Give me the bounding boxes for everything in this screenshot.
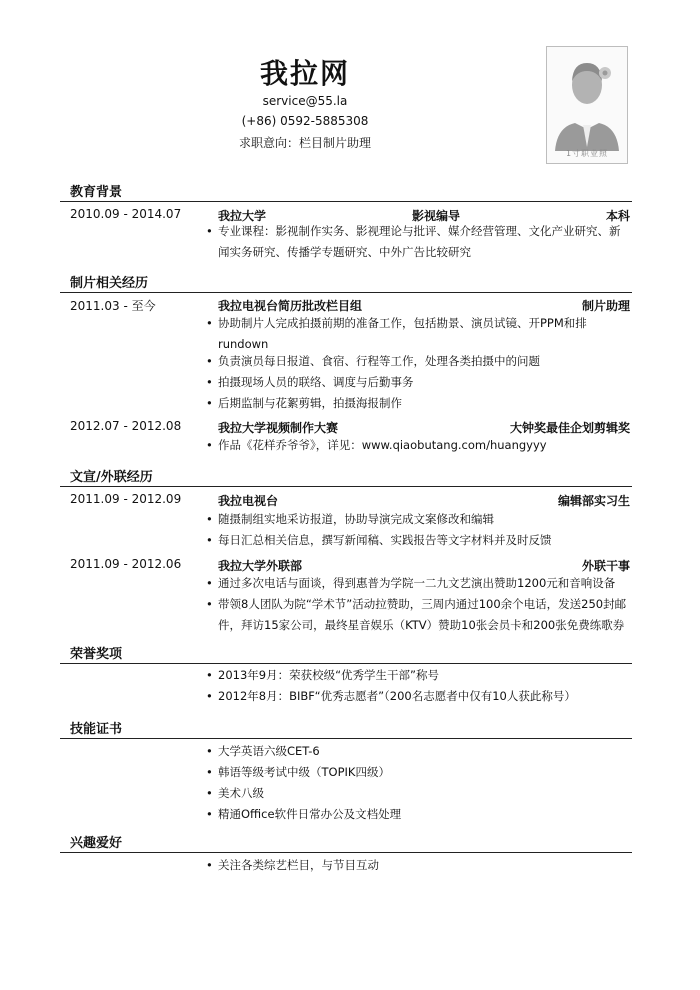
entry-organization: 我拉大学视频制作大赛 [218,421,339,435]
entry-organization: 我拉电视台简历批改栏目组 [218,299,363,313]
entry-role: 编辑部实习生 [557,494,630,508]
list-item: • 协助制片人完成拍摄前期的准备工作，包括勘景、演员试镜、开PPM和排rundown [218,313,628,355]
education-school: 我拉大学 [218,209,267,223]
section-title-education: 教育背景 [70,185,123,200]
section-title-hobbies: 兴趣爱好 [70,836,123,851]
section-divider [60,663,632,664]
list-item: • 专业课程：影视制作实务、影视理论与批评、媒介经营管理、文化产业研究、新闻实务研究、传播学专题研究、中外广告比较研究 [218,221,628,263]
entry-date: 2011.03 - 至今 [70,299,156,313]
list-item: • 作品《花样乔爷爷》，详见：www.qiaobutang.com/huangyyy [218,435,628,456]
section-title-honors: 荣誉奖项 [70,647,123,662]
job-objective: 求职意向：栏目制片助理 [238,136,371,150]
list-item: • 2013年9月：荣获校级“优秀学生干部”称号 [218,665,628,686]
person-silhouette-icon [547,47,627,163]
phone: (+86) 0592-5885308 [241,114,369,128]
section-title-promotion: 文宣/外联经历 [70,470,153,485]
entry-date: 2011.09 - 2012.06 [70,557,182,571]
list-item: • 关注各类综艺栏目，与节目互动 [218,855,628,876]
list-item: • 美术八级 [218,783,628,804]
list-item: • 随摄制组实地采访报道，协助导演完成文案修改和编辑 [218,509,628,530]
section-title-production: 制片相关经历 [70,276,149,291]
list-item: • 拍摄现场人员的联络、调度与后勤事务 [218,372,628,393]
applicant-name: 我拉网 [259,57,350,90]
section-divider [60,486,632,487]
entry-organization: 我拉大学外联部 [218,559,303,573]
list-item: • 韩语等级考试中级（TOPIK四级） [218,762,628,783]
education-major: 影视编导 [412,209,461,223]
email: service@55.la [262,94,348,108]
list-item: • 大学英语六级CET-6 [218,741,628,762]
resume-header [0,0,700,180]
education-degree: 本科 [605,209,630,223]
section-title-skills: 技能证书 [70,722,123,737]
photo-placeholder [546,46,628,164]
section-divider [60,852,632,853]
section-divider [60,738,632,739]
entry-role: 外联干事 [581,559,630,573]
education-date: 2010.09 - 2014.07 [70,207,182,221]
entry-role: 制片助理 [581,299,630,313]
list-item: • 2012年8月：BIBF“优秀志愿者”（200名志愿者中仅有10人获此称号） [218,686,628,707]
entry-date: 2011.09 - 2012.09 [70,492,182,506]
section-divider [60,201,632,202]
list-item: • 每日汇总相关信息，撰写新闻稿、实践报告等文字材料并及时反馈 [218,530,628,551]
list-item: • 带领8人团队为院“学术节”活动拉赞助，三周内通过100余个电话，发送250封邮件，拜访15家公司，最终星音娱乐（KTV）赞助10张会员卡和200张免费练歌券 [218,594,628,636]
list-item: • 通过多次电话与面谈，得到惠普为学院一二九文艺演出赞助1200元和音响设备 [218,573,628,594]
entry-date: 2012.07 - 2012.08 [70,419,182,433]
list-item: • 精通Office软件日常办公及文档处理 [218,804,628,825]
section-divider [60,292,632,293]
list-item: • 负责演员每日报道、食宿、行程等工作，处理各类拍摄中的问题 [218,351,628,372]
entry-role: 大钟奖最佳企划剪辑奖 [509,421,630,435]
photo-caption: 1寸职业照 [565,149,609,158]
entry-organization: 我拉电视台 [218,494,279,508]
list-item: • 后期监制与花絮剪辑，拍摄海报制作 [218,393,628,414]
